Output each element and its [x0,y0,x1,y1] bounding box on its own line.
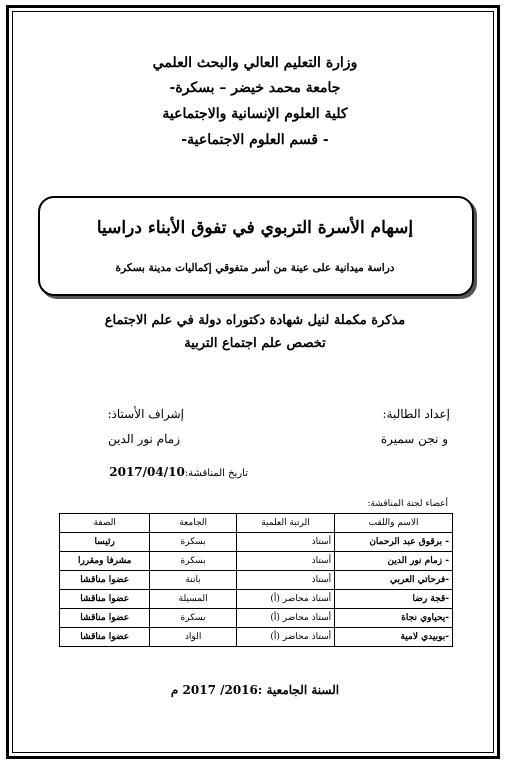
student-name: و نجن سميرة [380,432,448,446]
member-role: عضوا مناقشا [60,628,150,647]
department-name: - قسم العلوم الاجتماعية- [181,132,329,148]
university-name: جامعة محمد خيضر – بسكرة- [169,80,341,96]
table-row [60,609,453,628]
committee-table [59,513,453,647]
member-role: عضوا مناقشا [60,609,150,628]
committee-label: أعضاء لجنة المناقشة: [367,499,448,509]
table-row [60,533,453,552]
member-rank: أستاذ [236,533,334,552]
table-row [60,590,453,609]
table-header-row [60,514,453,533]
member-role: عضوا مناقشا [60,590,150,609]
member-name: -فرحاتي العربي [335,571,453,590]
title-box [38,196,474,296]
ministry-name: وزارة التعليم العالي والبحث العلمي [152,55,358,71]
column-header-rank: الرتبة العلمية [236,514,334,533]
member-role: مشرفا ومقررا [60,552,150,571]
degree-statement: مذكرة مكملة لنيل شهادة دكتوراه دولة في علم الاجتماع [104,313,406,328]
member-university: بسكرة [150,533,236,552]
defense-date-value: 2017/04/10 [109,465,185,479]
member-name: -بوبيدي لامية [335,628,453,647]
table-row [60,628,453,647]
supervisor-label: إشراف الأستاذ: [107,407,184,421]
member-university: المسيلة [150,590,236,609]
member-name: -قجة رضا [335,590,453,609]
member-role: عضوا مناقشا [60,571,150,590]
table-row [60,571,453,590]
table-row [60,552,453,571]
member-rank: أستاذ محاضر (أ) [236,628,334,647]
member-role: رئيسا [60,533,150,552]
member-name: - زمام نور الدين [335,552,453,571]
student-label: إعداد الطالبة: [382,407,450,421]
defense-date-label: تاريخ المناقشة: [184,468,248,479]
member-university: الواد [150,628,236,647]
thesis-title: إسهام الأسرة التربوي في تفوق الأبناء دراسيا [96,218,414,238]
defense-date [109,465,248,479]
column-header-university: الجامعة [150,514,236,533]
member-rank: أستاذ [236,571,334,590]
specialization: تخصص علم اجتماع التربية [184,336,326,351]
member-name: - برقوق عبد الرحمان [335,533,453,552]
member-rank: أستاذ محاضر (أ) [236,590,334,609]
member-university: بسكرة [150,552,236,571]
academic-year: السنة الجامعية :2016/ 2017 م [170,683,340,697]
faculty-name: كلية العلوم الإنسانية والاجتماعية [162,106,348,122]
member-university: باتنة [150,571,236,590]
member-name: -يحياوي نجاة [335,609,453,628]
column-header-name: الاسم واللقب [335,514,453,533]
member-rank: أستاذ محاضر (أ) [236,609,334,628]
supervisor-name: زمام نور الدين [107,432,180,446]
member-university: بسكرة [150,609,236,628]
column-header-role: الصفة [60,514,150,533]
thesis-subtitle: دراسة ميدانية على عينة من أسر متفوقي إكماليات مدينة بسكرة [115,262,395,274]
member-rank: أستاذ [236,552,334,571]
